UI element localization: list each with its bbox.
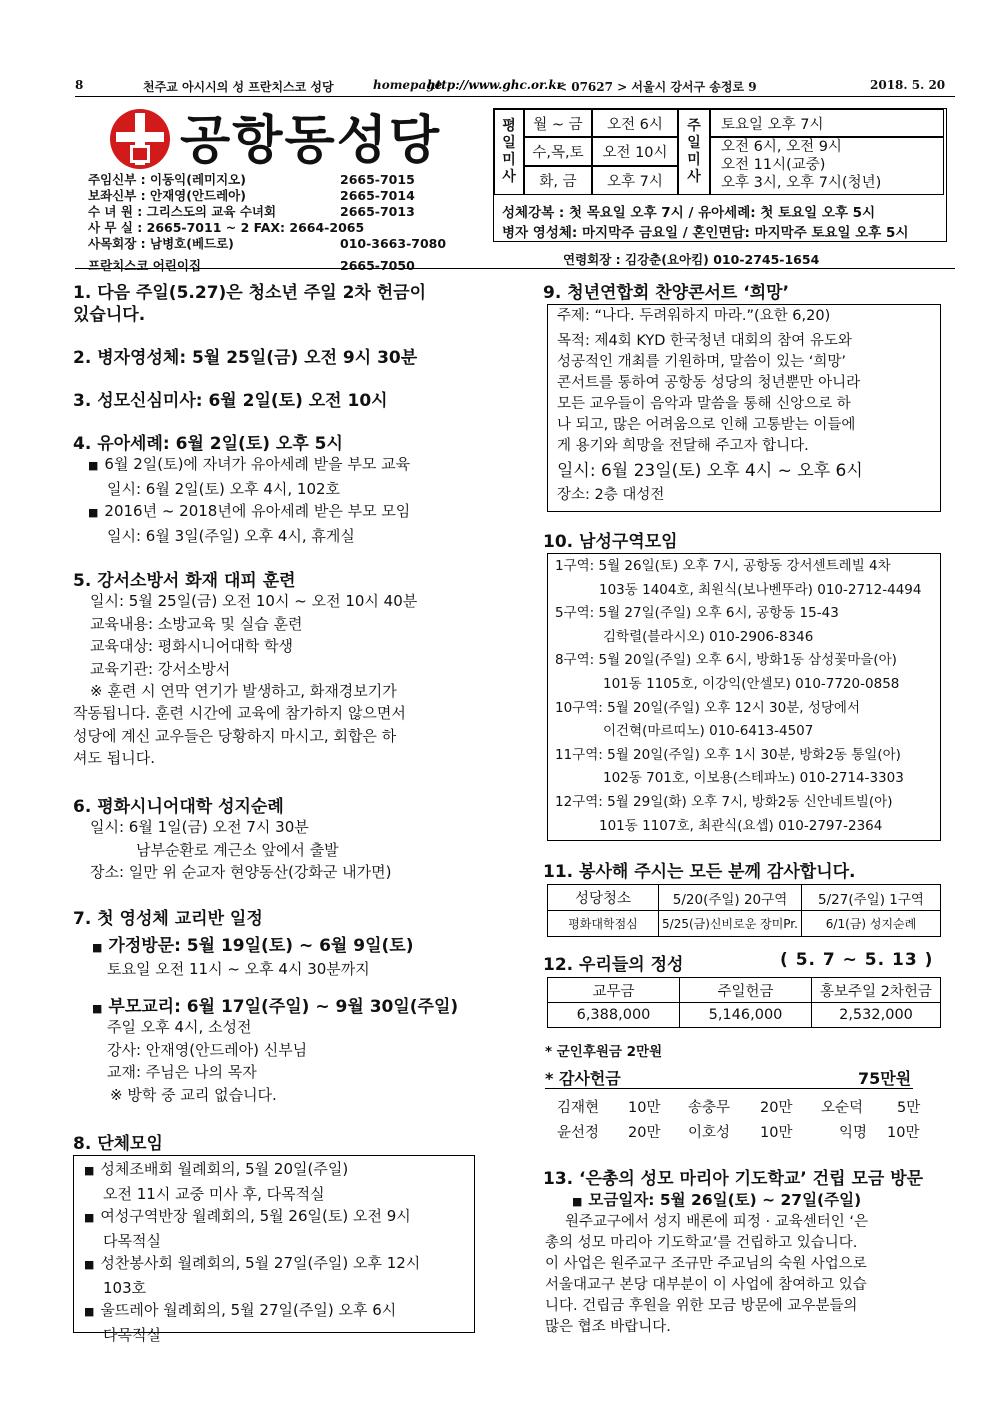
weekday-mass-label: 평 일 미 사 [494, 109, 524, 195]
staff-list [88, 172, 447, 274]
list-item-detail: 일시: 6월 3일(주일) 오후 4시, 휴게실 [107, 526, 355, 545]
section-8-box: ■ 성체조배회 월례회의, 5월 20일(주일) 오전 11시 교중 미사 후, 다목적실 ■ 여성구역반장 월례회의, 5월 26일(토) 오전 9시 다목적실 ■ 성찬봉사회 월례회의, 5월 27일(주일) 오후 12시 103호 ■ 울뜨레아 월례회의, 5월 27일(주일) 오후 6시 다목적실 [73, 1155, 475, 1333]
offering-table [547, 977, 941, 1028]
section-7-parent-class-content: 주일 오후 4시, 소성전 강사: 안재영(안드레아) 신부님 교재: 주님은 나의 목자 ※ 방학 중 교리 없습니다. [107, 1018, 308, 1104]
section-11-title: 11. 봉사해 주시는 모든 분께 감사합니다. [543, 862, 856, 882]
header-bottom-rule [75, 268, 955, 269]
parish-title: 공항동성당 [180, 111, 442, 171]
section-6-title: 6. 평화시니어대학 성지순례 [73, 797, 284, 817]
table-row: 성당청소 5/20(주일) 20구역 5/27(주일) 1구역 [548, 885, 941, 911]
section-6-content: 일시: 6월 1일(금) 오전 7시 30분 남부순환로 계근소 앞에서 출발 장소: 일만 위 순교자 현양동산(강화군 내가면) [90, 818, 392, 881]
page-header [75, 78, 955, 98]
staff-row: 보좌신부 : 안재영(안드레아) 2665-7014 [88, 188, 415, 203]
section-9-box: 주제: “나다. 두려워하지 마라.”(요한 6,20) 목적: 제4회 KYD 한국청년 대회의 참여 유도와 성공적인 개최를 기원하며, 말씀이 있는 ‘희망’ 콘서트를 통하여 공항동 성당의 청년뿐만 아니라 모든 교우들이 음악과 말씀을 통해 신앙으로 하 나 되고, 많은 어려움으로 인해 고통받는 이들에 게 용기와 희망을 전달해 주고자 합니다. 일시: 6월 23일(토) 오후 4시 ~ 오후 6시 장소: 2층 대성전 [547, 304, 941, 512]
mass-note: 성체강복 : 첫 목요일 오후 7시 / 유아세례: 첫 토요일 오후 5시 [502, 205, 876, 221]
thanks-offering-total: 75만원 [858, 1069, 912, 1088]
staff-row: 사목회장 : 남병호(베드로) 010-3663-7080 [88, 236, 447, 251]
section-7-home-visit-time: 토요일 오전 11시 ~ 오후 4시 30분까지 [107, 960, 370, 978]
staff-row: 프란치스코 어린이집 2665-7050 [88, 258, 415, 273]
volunteer-table [547, 884, 941, 937]
section-4-content [88, 453, 410, 547]
masthead: 천주교 아시시의 성 프란치스코 성당 [143, 80, 334, 94]
thanks-underline [545, 1088, 913, 1089]
table-row: 교무금 주일헌금 홍보주일 2차헌금 [548, 978, 941, 1003]
thanks-offering-label: * 감사헌금 [545, 1069, 621, 1088]
mass-time: 오후 7시 [592, 166, 678, 195]
sunday-mass-saturday: 토요일 오후 7시 [710, 109, 944, 137]
mass-schedule [493, 108, 947, 242]
sunday-mass-label: 주 일 미 사 [678, 109, 710, 195]
list-item: ■ 성찬봉사회 월례회의, 5월 27일(주일) 오후 12시 [84, 1252, 474, 1277]
list-item-detail: 일시: 6월 2일(토) 오후 4시, 102호 [107, 479, 341, 498]
section-7-sub-home-visit: ■ 가정방문: 5월 19일(토) ~ 6월 9일(토) [92, 931, 413, 956]
address: < 07627 > 서울시 강서구 송정로 9 [557, 80, 757, 94]
section-1-title-cont: 있습니다. [73, 305, 146, 325]
header-rule [75, 96, 955, 97]
issue-date: 2018. 5. 20 [870, 78, 946, 92]
mass-day: 월 ~ 금 [524, 109, 592, 137]
mass-day: 수,목,토 [524, 137, 592, 166]
section-12-period: ( 5. 7 ~ 5. 13 ) [780, 950, 934, 970]
sunday-mass-times: 오전 6시, 오전 9시 오전 11시(교중) 오후 3시, 오후 7시(청년) [710, 137, 944, 195]
homepage-label: homepage [373, 78, 443, 92]
staff-row: 사 무 실 : 2665-7011 ~ 2 FAX: 2664-2065 [88, 220, 365, 235]
mass-day: 화, 금 [524, 166, 592, 195]
section-10-title: 10. 남성구역모임 [543, 532, 678, 552]
section-1-title: 1. 다음 주일(5.27)은 청소년 주일 2차 헌금이 [73, 283, 427, 303]
section-10-box: 1구역: 5월 26일(토) 오후 7시, 공항동 강서센트레빌 4차 103동 1404호, 최원식(보나벤뚜라) 010-2712-4494 5구역: 5월 27일(주일) 오후 6시, 공항동 15-43 김학렬(블라시오) 010-2906-8346 8구역: 5월 20일(주일) 오후 6시, 방화1동 삼성꽃마을(아) 101동 1105호, 이강익(안셀모) 010-7720-0858 10구역: 5월 20일(주일) 오후 12시 30분, 성당에서 이건혁(마르띠노) 010-6413-4507 11구역: 5월 20일(주일) 오후 1시 30분, 방화2동 통일(아) 102동 701호, 이보용(스테파노) 010-2714-3303 12구역: 5월 29일(화) 오후 7시, 방화2동 신안네트빌(아) 101동 1107호, 최관식(요셉) 010-2797-2364 [547, 553, 941, 841]
section-13-content: 원주교구에서 성지 배론에 피정 · 교육센터인 ‘은 총의 성모 마리아 기도학교’를 건립하고 있습니다. 이 사업은 원주교구 조규만 주교님의 숙원 사업으로 서울대교구 본당 대부분이 이 사업에 참여하고 있습 니다. 건립금 후원을 위한 모금 방문에 교우분들의 많은 협조 바랍니다. [545, 1214, 869, 1335]
section-4-title: 4. 유아세례: 6월 2일(토) 오후 5시 [73, 434, 343, 454]
table-row: 평화대학점심 5/25(금)신비로운 장미Pr. 6/1(금) 성지순례 [548, 911, 941, 937]
page-number: 8 [75, 78, 84, 92]
list-item: ■ 여성구역반장 월례회의, 5월 26일(토) 오전 9시 [84, 1205, 474, 1230]
list-item: ■ 2016년 ~ 2018년에 유아세례 받은 부모 모임 [88, 500, 410, 525]
list-item: 5구역: 5월 27일(주일) 오후 6시, 공항동 15-43 [555, 605, 839, 622]
list-item: ■ 6월 2일(토)에 자녀가 유아세례 받을 부모 교육 [88, 453, 410, 478]
section-5-title: 5. 강서소방서 화재 대피 훈련 [73, 571, 296, 591]
donor-list [557, 1096, 927, 1146]
list-item: 11구역: 5월 20일(주일) 오후 1시 30분, 방화2동 통일(아) [555, 746, 901, 763]
section-3-title: 3. 성모신심미사: 6월 2일(토) 오전 10시 [73, 391, 388, 411]
list-item: 10구역: 5월 20일(주일) 오후 12시 30분, 성당에서 [555, 699, 860, 716]
staff-row: 주임신부 : 이동익(레미지오) 2665-7015 [88, 172, 415, 187]
section-13-sub: ■ 모금일자: 5월 26일(토) ~ 27일(주일) [572, 1188, 861, 1210]
section-5-note: 작동됩니다. 훈련 시간에 교육에 참가하지 않으면서 성당에 계신 교우들은 당황하지 마시고, 회합은 하 셔도 됩니다. [73, 704, 406, 767]
list-item: ■ 울뜨레아 월례회의, 5월 27일(주일) 오후 6시 [84, 1299, 474, 1324]
mass-time: 오전 6시 [592, 109, 678, 137]
list-item: 김재현 10만 송충무 20만 오순덕 5만 [557, 1100, 921, 1116]
section-13-title: 13. ‘은총의 성모 마리아 기도학교’ 건립 모금 방문 [543, 1169, 924, 1189]
youth-contact: 연령회장 : 김강춘(요아킴) 010-2745-1654 [563, 252, 820, 267]
section-7-sub-parent-class: ■ 부모교리: 6월 17일(주일) ~ 9월 30일(주일) [92, 992, 458, 1017]
list-item: 1구역: 5월 26일(토) 오후 7시, 공항동 강서센트레빌 4차 [555, 558, 891, 574]
table-row: 6,388,000 5,146,000 2,532,000 [548, 1003, 941, 1028]
section-9-title: 9. 청년연합회 찬양콘서트 ‘희망’ [543, 283, 790, 303]
mass-note: 병자 영성체: 마지막주 금요일 / 혼인면담: 마지막주 토요일 오후 5시 [502, 225, 909, 241]
list-item: 12구역: 5월 29일(화) 오후 7시, 방화2동 신안네트빌(아) [555, 793, 893, 810]
staff-row: 수 녀 원 : 그리스도의 교육 수녀회 2665-7013 [88, 204, 415, 219]
list-item: ■ 성체조배회 월례회의, 5월 20일(주일) [84, 1158, 474, 1183]
list-item: 윤선정 20만 이호성 10만 익명 10만 [557, 1125, 920, 1141]
parish-logo-icon [108, 107, 172, 171]
section-7-title: 7. 첫 영성체 교리반 일정 [73, 909, 263, 929]
list-item: 8구역: 5월 20일(주일) 오후 6시, 방화1동 삼성꽃마을(아) [555, 652, 897, 669]
mass-time: 오전 10시 [592, 137, 678, 166]
homepage-link[interactable]: http://www.ghc.or.kr [427, 78, 563, 92]
section-12-title: 12. 우리들의 정성 [543, 955, 684, 975]
military-offering: * 군인후원금 2만원 [545, 1044, 663, 1060]
section-2-title: 2. 병자영성체: 5월 25일(금) 오전 9시 30분 [73, 348, 418, 368]
section-8-title: 8. 단체모임 [73, 1134, 163, 1154]
section-5-content: 일시: 5월 25일(금) 오전 10시 ~ 오전 10시 40분 교육내용: 소방교육 및 실습 훈련 교육대상: 평화시니어대학 학생 교육기관: 강서소방서 ※ 훈련 시 연막 연기가 발생하고, 화재경보기가 [90, 592, 418, 700]
